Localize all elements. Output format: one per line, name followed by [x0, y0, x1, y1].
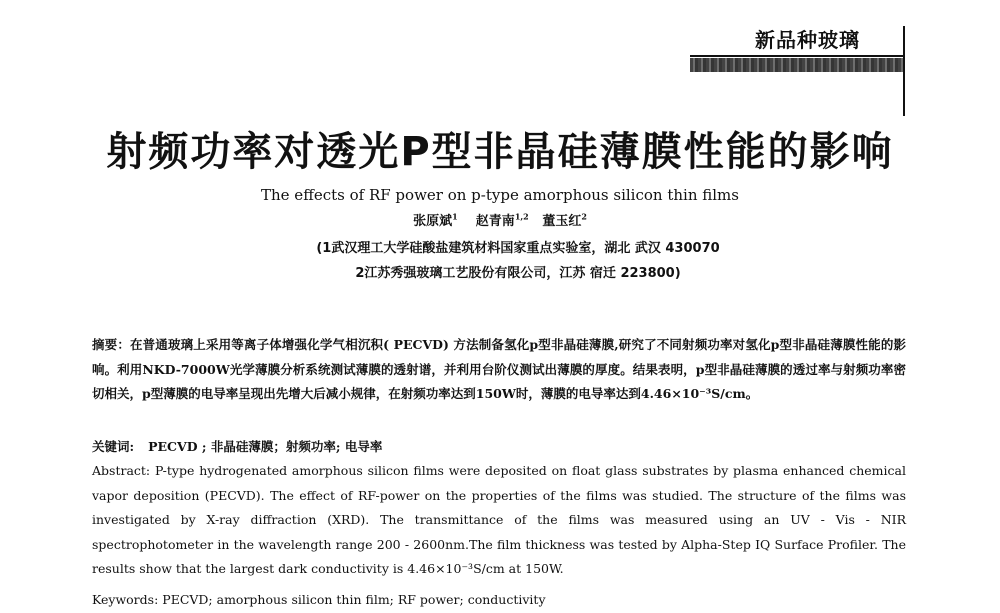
abstract-en-text: P-type hydrogenated amorphous silicon films were deposited on float glass substrates by plasma enhanced chemical vapor deposition (PECVD). The effect of RF-power on the properties of the films was studied. The structure of the films was investigated by X-ray diffraction (XRD). The transmittance of the films was measured using an UV - Vis - NIR spectrophotometer in the wavelength range 200 - 2600nm.The film thickness was tested by Alpha-Step IQ Surface Profiler. The results show that the largest dark conductivity is 4.46×10⁻³S/cm at 150W. [92, 463, 906, 576]
author-1: 张原斌$^1$ [413, 211, 458, 229]
keywords-cn [92, 435, 906, 460]
abstract-en-label: Abstract: [92, 463, 151, 478]
keywords-en-label: Keywords: [92, 592, 159, 607]
keywords-en-text: PECVD; amorphous silicon thin film; RF power; conductivity [162, 592, 546, 607]
header-top-rule [690, 55, 905, 57]
abstract-cn-text: 在普通玻璃上采用等离子体增强化学气相沉积( PECVD) 方法制备氢化p型非晶硅薄膜,研究了不同射频功率对氢化p型非晶硅薄膜性能的影响。利用NKD-7000W光学薄膜分析系统测试薄膜的透射谱，并利用台阶仪测试出薄膜的厚度。结果表明，p型非晶硅薄膜的透过率与射频功率密切相关，p型薄膜的电导率呈现出先增大后减小规律，在射频功率达到150W时，薄膜的电导率达到4.46×10⁻³S/cm。 [92, 337, 906, 401]
section-tag: 新品种玻璃 [755, 28, 860, 52]
paper-title-en: The effects of RF power on p-type amorphous silicon thin films [261, 186, 739, 204]
header-decorative-bar [690, 58, 905, 72]
abstract-en [92, 459, 906, 582]
keywords-en [92, 588, 906, 613]
paper-title-cn: 射频功率对透光P型非晶硅薄膜性能的影响 [106, 129, 894, 175]
author-3: 董玉红$^2$ [542, 211, 587, 229]
header-vertical-rule [903, 26, 905, 116]
abstract-cn [92, 333, 906, 407]
author-2: 赵青南$^{1,2}$ [475, 211, 529, 229]
affiliation-2: 2江苏秀强玻璃工艺股份有限公司，江苏 宿迁 223800) [355, 266, 681, 281]
affiliation-1: (1武汉理工大学硅酸盐建筑材料国家重点实验室，湖北 武汉 430070 [316, 241, 720, 256]
authors [0, 210, 1000, 229]
abstract-cn-label: 摘要： [92, 337, 130, 352]
keywords-cn-label: 关键词: [92, 439, 135, 454]
keywords-cn-text: PECVD ; 非晶硅薄膜；射频功率; 电导率 [148, 439, 383, 454]
